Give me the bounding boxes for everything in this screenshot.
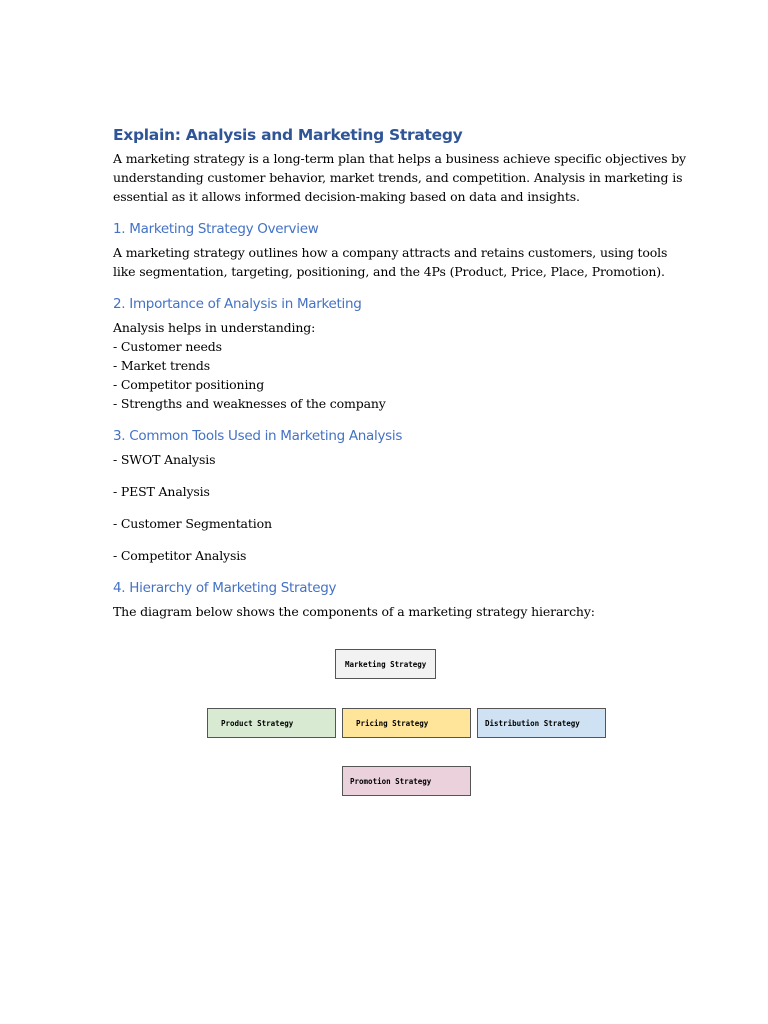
section-heading-overview: 1. Marketing Strategy Overview [113, 221, 319, 237]
analysis-list-item: - Market trends [113, 358, 211, 373]
overview-line: A marketing strategy outlines how a company attracts and retains customers, using tools [113, 245, 668, 260]
diagram-node-distribution-strategy: Distribution Strategy [477, 708, 606, 738]
section-heading-tools: 3. Common Tools Used in Marketing Analysis [113, 428, 403, 444]
section-heading-analysis: 2. Importance of Analysis in Marketing [113, 296, 362, 312]
diagram-node-marketing-strategy: Marketing Strategy [335, 649, 436, 679]
intro-line: A marketing strategy is a long-term plan that helps a business achieve specific objectives by [113, 151, 686, 166]
overview-line: like segmentation, targeting, positioning, and the 4Ps (Product, Price, Place, Promotion). [113, 264, 665, 279]
tools-list-item: - Competitor Analysis [113, 548, 247, 563]
hierarchy-paragraph: The diagram below shows the components of a marketing strategy hierarchy: [113, 604, 595, 619]
analysis-list-item: - Strengths and weaknesses of the company [113, 396, 386, 411]
intro-line: essential as it allows informed decision-making based on data and insights. [113, 189, 580, 204]
analysis-list-item: - Competitor positioning [113, 377, 265, 392]
document-title: Explain: Analysis and Marketing Strategy [113, 126, 463, 144]
overview-paragraph [113, 243, 667, 281]
analysis-line: Analysis helps in understanding: [113, 320, 316, 335]
diagram-node-pricing-strategy: Pricing Strategy [342, 708, 471, 738]
tools-list-item: - SWOT Analysis [113, 452, 216, 467]
analysis-paragraph [113, 318, 386, 413]
diagram-node-promotion-strategy: Promotion Strategy [342, 766, 471, 796]
tools-list-item: - PEST Analysis [113, 484, 210, 499]
tools-list-item: - Customer Segmentation [113, 516, 272, 531]
intro-paragraph [113, 149, 686, 206]
section-heading-hierarchy: 4. Hierarchy of Marketing Strategy [113, 580, 337, 596]
analysis-list-item: - Customer needs [113, 339, 222, 354]
intro-line: understanding customer behavior, market trends, and competition. Analysis in marketing is [113, 170, 683, 185]
diagram-node-product-strategy: Product Strategy [207, 708, 336, 738]
